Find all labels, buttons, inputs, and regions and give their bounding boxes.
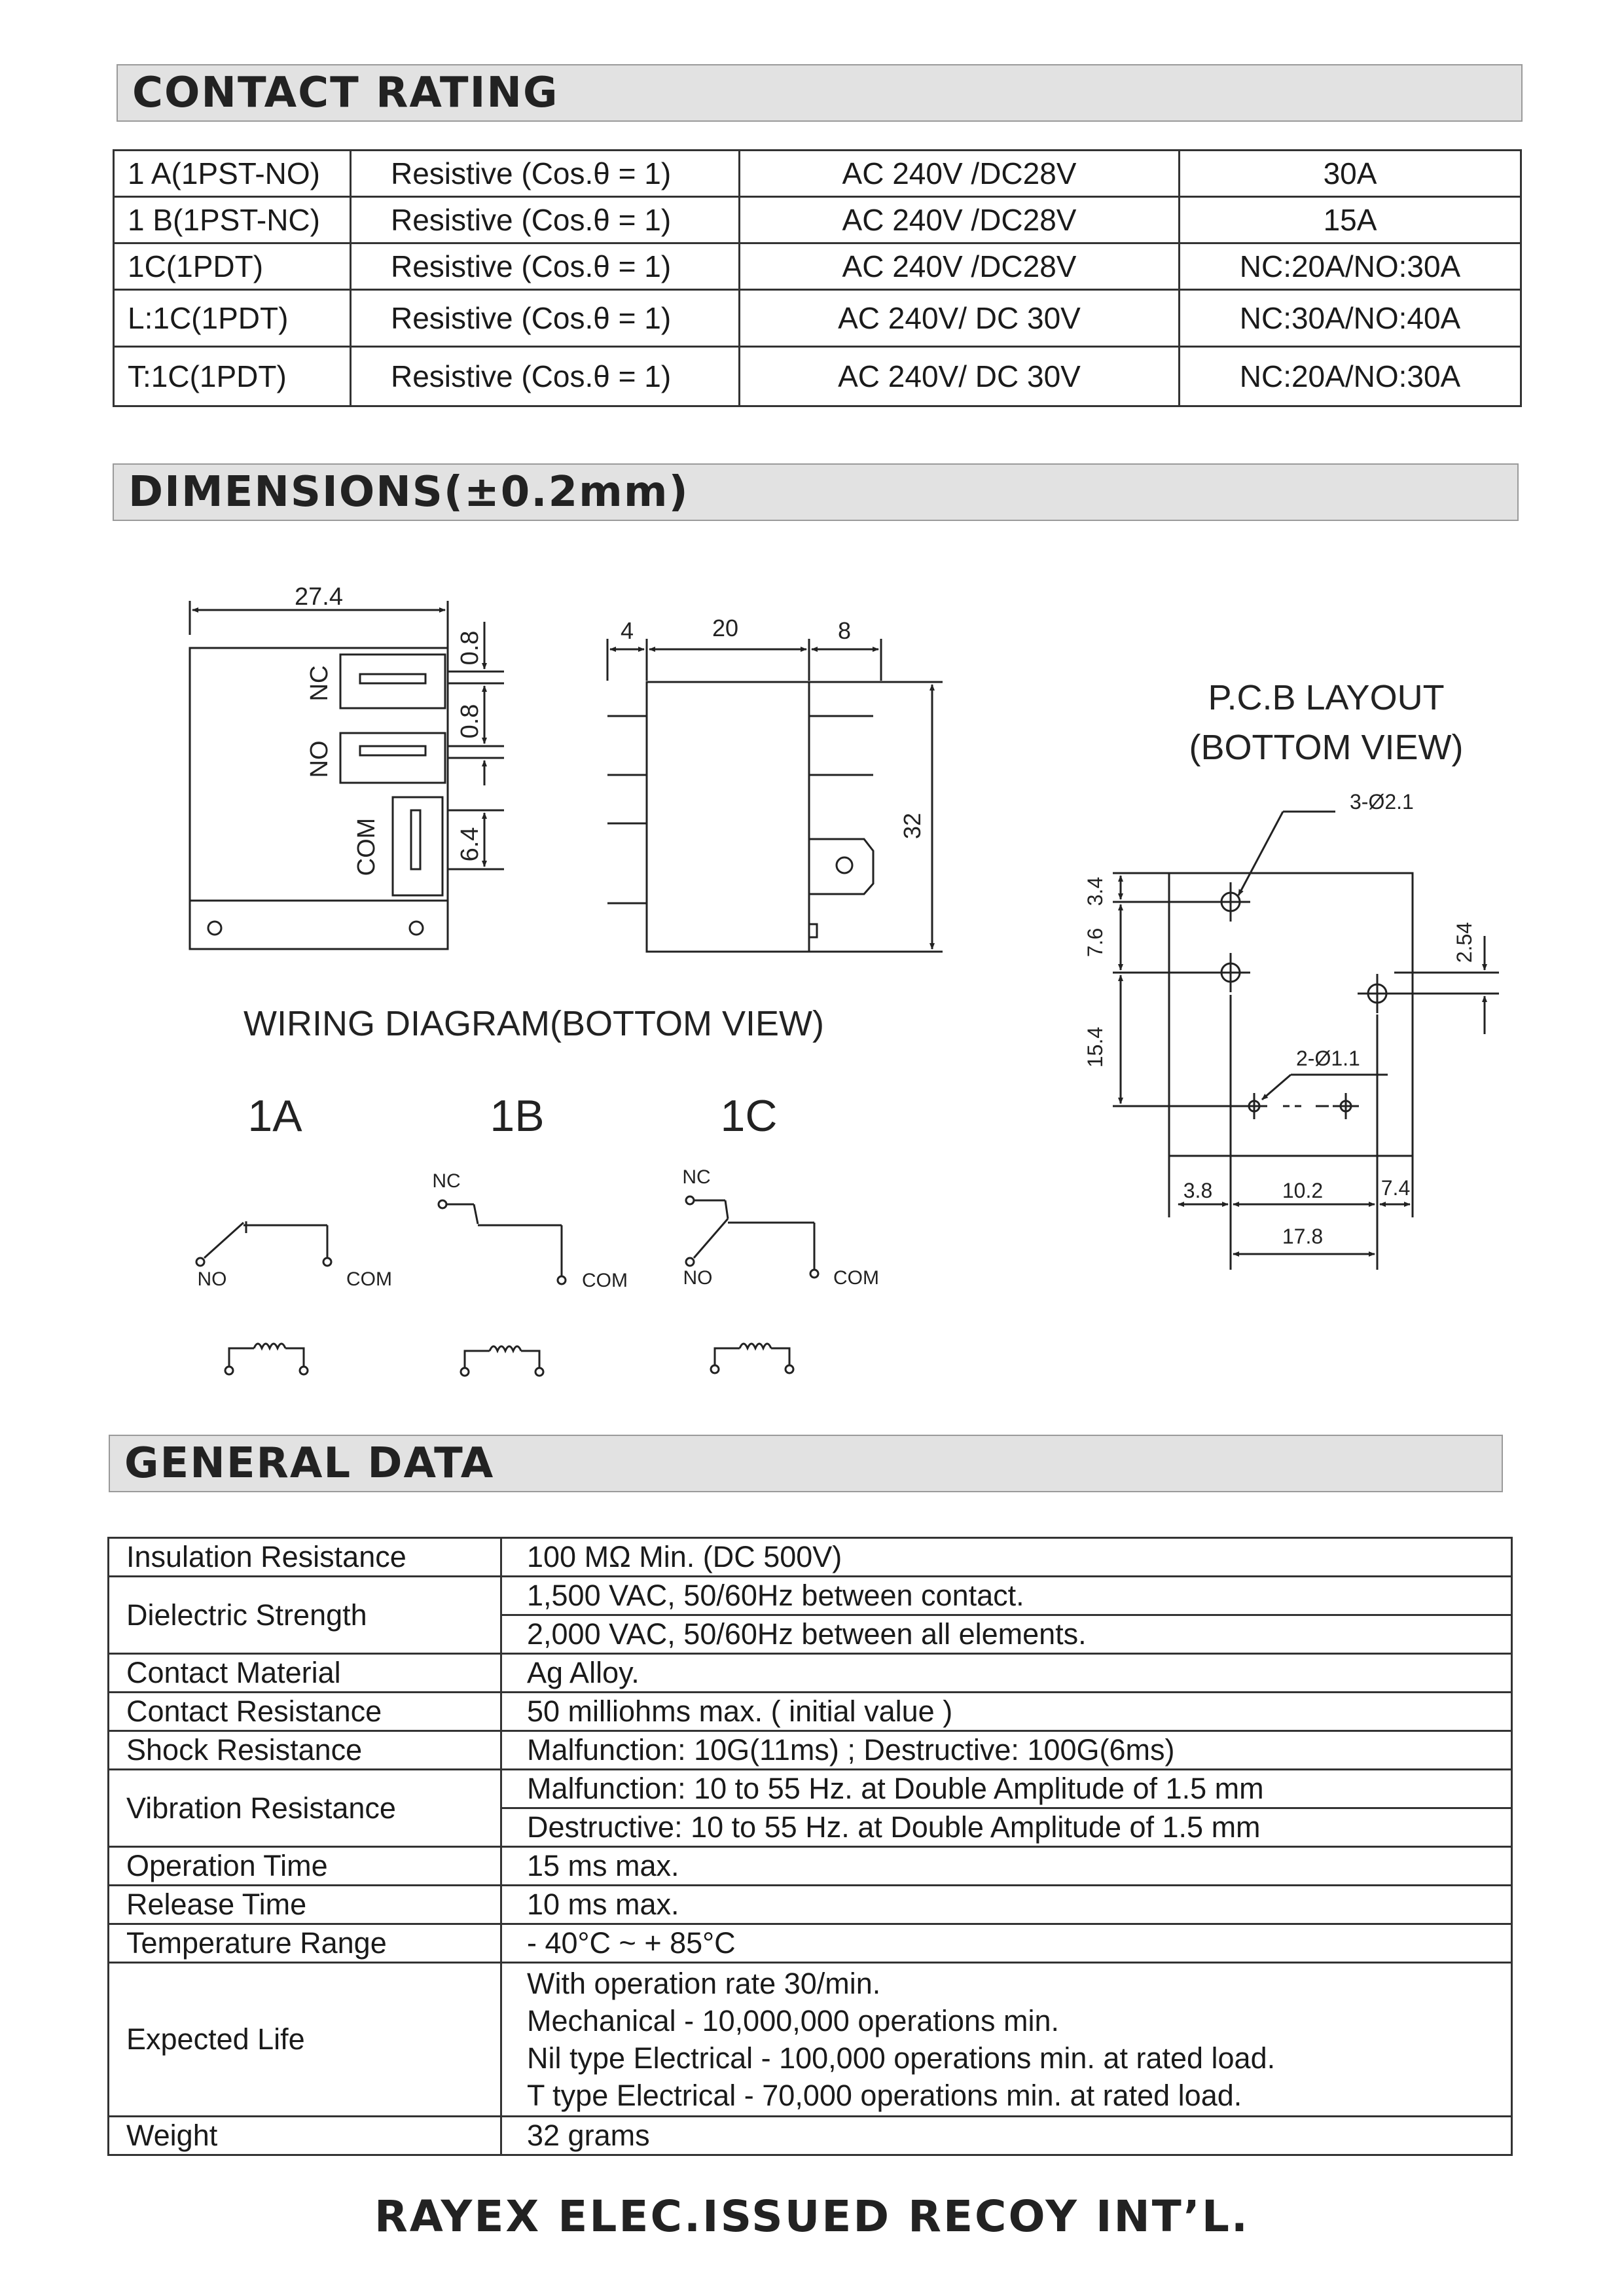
dim-7-4: 7.4	[1380, 1176, 1411, 1200]
wiring-1a-no: NO	[197, 1268, 227, 1290]
vibration-label: Vibration Resistance	[109, 1770, 501, 1847]
vibration-value-2: Destructive: 10 to 55 Hz. at Double Amplitude of 1.5 mm	[501, 1808, 1512, 1847]
load-cell: Resistive (Cos.θ = 1)	[351, 347, 740, 406]
table-row	[109, 2117, 1512, 2155]
load-cell: Resistive (Cos.θ = 1)	[351, 290, 740, 347]
weight-label: Weight	[109, 2117, 501, 2155]
dim-10-2: 10.2	[1282, 1179, 1324, 1202]
voltage-cell: AC 240V /DC28V	[740, 197, 1180, 243]
shock-label: Shock Resistance	[109, 1731, 501, 1770]
life-line-1: With operation rate 30/min.	[527, 1967, 881, 2000]
table-row	[109, 1847, 1512, 1886]
wiring-type-1a: 1A	[247, 1091, 302, 1141]
table-row	[109, 1963, 1512, 2117]
pcb-hole-small: 2-Ø1.1	[1296, 1047, 1360, 1070]
operation-label: Operation Time	[109, 1847, 501, 1886]
resistance-label: Contact Resistance	[109, 1693, 501, 1731]
table-row	[109, 1654, 1512, 1693]
dimensions-title: DIMENSIONS(±0.2mm)	[128, 468, 689, 516]
voltage-cell: AC 240V /DC28V	[740, 243, 1180, 290]
current-cell: 30A	[1180, 151, 1521, 197]
form-cell: T:1C(1PDT)	[114, 347, 351, 406]
material-label: Contact Material	[109, 1654, 501, 1693]
current-cell: NC:20A/NO:30A	[1180, 243, 1521, 290]
shock-value: Malfunction: 10G(11ms) ; Destructive: 100G(6ms)	[501, 1731, 1512, 1770]
form-cell: 1C(1PDT)	[114, 243, 351, 290]
company-footer: RAYEX ELEC.ISSUED RECOY INT’L.	[374, 2191, 1250, 2242]
dim-15-4: 15.4	[1083, 1026, 1107, 1068]
release-value: 10 ms max.	[501, 1886, 1512, 1924]
wiring-1c-no: NO	[683, 1267, 713, 1289]
pcb-hole-large: 3-Ø2.1	[1350, 790, 1414, 814]
dielectric-value-2: 2,000 VAC, 50/60Hz between all elements.	[501, 1615, 1512, 1654]
release-label: Release Time	[109, 1886, 501, 1924]
label-no: NO	[306, 740, 333, 778]
contact-rating-title: CONTACT RATING	[132, 69, 559, 117]
wiring-1c-nc: NC	[682, 1166, 711, 1188]
life-line-2: Mechanical - 10,000,000 operations min.	[527, 2004, 1059, 2037]
dim-27-4: 27.4	[295, 583, 343, 611]
table-row	[109, 1731, 1512, 1770]
wiring-1a-com: COM	[346, 1268, 392, 1290]
dim-8: 8	[837, 617, 852, 644]
wiring-type-1c: 1C	[720, 1091, 778, 1141]
pcb-title-line2: (BOTTOM VIEW)	[1189, 728, 1464, 767]
table-row	[109, 1924, 1512, 1963]
temperature-label: Temperature Range	[109, 1924, 501, 1963]
table-row	[109, 1538, 1512, 1577]
form-cell: L:1C(1PDT)	[114, 290, 351, 347]
dim-3-8: 3.8	[1183, 1179, 1213, 1202]
weight-value: 32 grams	[501, 2117, 1512, 2155]
wiring-1b-nc: NC	[432, 1170, 461, 1192]
dim-3-4: 3.4	[1083, 876, 1107, 906]
load-cell: Resistive (Cos.θ = 1)	[351, 151, 740, 197]
form-cell: 1 A(1PST-NO)	[114, 151, 351, 197]
temperature-value: - 40°C ~ + 85°C	[501, 1924, 1512, 1963]
dim-20: 20	[712, 615, 739, 641]
table-row	[109, 1886, 1512, 1924]
material-value: Ag Alloy.	[501, 1654, 1512, 1693]
wiring-type-1b: 1B	[490, 1091, 545, 1141]
table-row	[109, 1577, 1512, 1615]
dim-0-8-a: 0.8	[456, 630, 484, 666]
current-cell: 15A	[1180, 197, 1521, 243]
side-view-drawing	[607, 639, 943, 952]
resistance-value: 50 milliohms max. ( initial value )	[501, 1693, 1512, 1731]
wiring-symbols	[196, 1196, 818, 1376]
dim-4: 4	[620, 617, 634, 644]
dim-2-54: 2.54	[1453, 922, 1476, 963]
dim-0-8-b: 0.8	[456, 704, 484, 739]
life-line-3: Nil type Electrical - 100,000 operations min. at rated load.	[527, 2041, 1276, 2075]
form-cell: 1 B(1PST-NC)	[114, 197, 351, 243]
dielectric-value-1: 1,500 VAC, 50/60Hz between contact.	[501, 1577, 1512, 1615]
dim-17-8: 17.8	[1282, 1225, 1324, 1248]
label-com: COM	[353, 817, 380, 876]
general-data-table	[107, 1537, 1513, 2156]
voltage-cell: AC 240V/ DC 30V	[740, 347, 1180, 406]
current-cell: NC:20A/NO:30A	[1180, 347, 1521, 406]
load-cell: Resistive (Cos.θ = 1)	[351, 243, 740, 290]
load-cell: Resistive (Cos.θ = 1)	[351, 197, 740, 243]
operation-value: 15 ms max.	[501, 1847, 1512, 1886]
dim-6-4: 6.4	[456, 827, 484, 862]
pcb-title-line1: P.C.B LAYOUT	[1208, 678, 1445, 717]
dim-32: 32	[899, 812, 926, 840]
general-data-header	[109, 1435, 1503, 1492]
table-row	[109, 1770, 1512, 1808]
current-cell: NC:30A/NO:40A	[1180, 290, 1521, 347]
dim-7-6: 7.6	[1083, 927, 1107, 958]
voltage-cell: AC 240V/ DC 30V	[740, 290, 1180, 347]
life-value	[501, 1963, 1512, 2117]
life-label: Expected Life	[109, 1963, 501, 2117]
vibration-value-1: Malfunction: 10 to 55 Hz. at Double Amplitude of 1.5 mm	[501, 1770, 1512, 1808]
wiring-1c-com: COM	[833, 1267, 879, 1289]
life-line-4: T type Electrical - 70,000 operations min. at rated load.	[527, 2079, 1242, 2112]
voltage-cell: AC 240V /DC28V	[740, 151, 1180, 197]
insulation-label: Insulation Resistance	[109, 1538, 501, 1577]
dielectric-label: Dielectric Strength	[109, 1577, 501, 1654]
table-row	[109, 1693, 1512, 1731]
wiring-title: WIRING DIAGRAM(BOTTOM VIEW)	[244, 1004, 824, 1043]
wiring-1b-com: COM	[582, 1270, 628, 1291]
insulation-value: 100 MΩ Min. (DC 500V)	[501, 1538, 1512, 1577]
label-nc: NC	[306, 665, 333, 702]
general-data-title: GENERAL DATA	[124, 1439, 495, 1488]
